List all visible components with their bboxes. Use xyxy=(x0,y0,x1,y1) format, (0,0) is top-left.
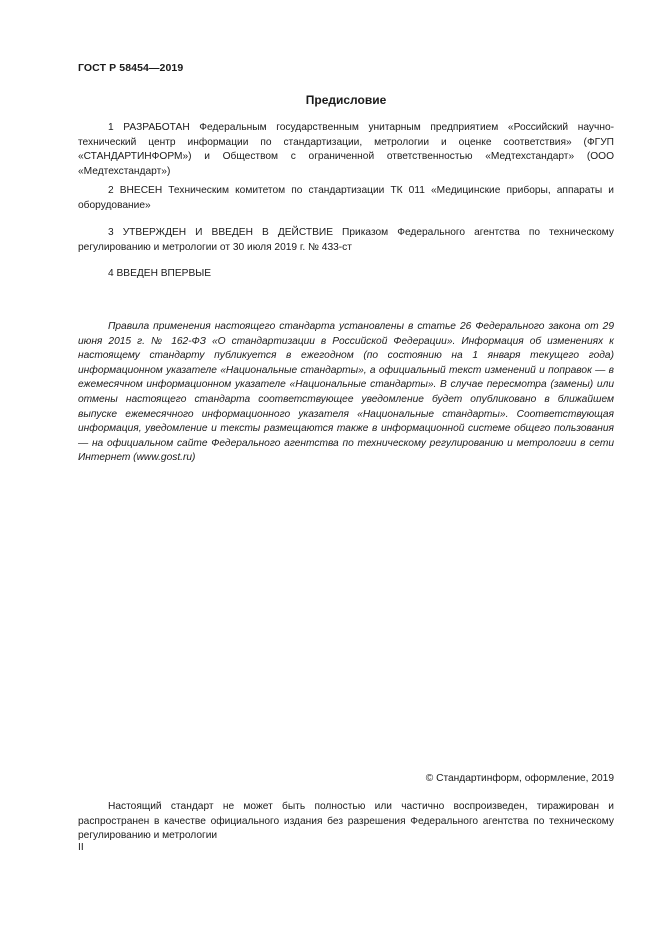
paragraph-submitted: 2 ВНЕСЕН Техническим комитетом по стандартизации ТК 011 «Медицинские приборы, аппараты и оборудование» xyxy=(78,185,614,211)
page-number: II xyxy=(78,842,84,853)
paragraph-developed: 1 РАЗРАБОТАН Федеральным государственным унитарным предприятием «Российский научно-технический центр информации по стандартизации, метрологии и оценке соответствия» (ФГУП «СТАНДАРТИНФОРМ») и Обществом с ограниченной ответственностью «Медтехстандарт» (ООО «Медтехстандарт») xyxy=(78,122,614,177)
paragraph-approved: 3 УТВЕРЖДЕН И ВВЕДЕН В ДЕЙСТВИЕ Приказом Федерального агентства по техническому регулированию и метрологии от 30 июля 2019 г. № 433-ст xyxy=(78,227,614,253)
paragraph-introduced: 4 ВВЕДЕН ВПЕРВЫЕ xyxy=(108,268,212,279)
copyright-notice: © Стандартинформ, оформление, 2019 xyxy=(425,773,614,784)
document-code: ГОСТ Р 58454—2019 xyxy=(78,62,184,74)
application-rules-note: Правила применения настоящего стандарта установлены в статье 26 Федерального закона от 29 июня 2015 г. № 162-ФЗ «О стандартизации в Российской Федерации». Информация об изменениях к настоящему стандарту публикуется в ежегодном (по состоянию на 1 января текущего года) информационном указателе «Национальные стандарты», а официальный текст изменений и поправок — в ежемесячном информационном указателе «Национальные стандарты». В случае пересмотра (замены) или отмены настоящего стандарта соответствующее уведомление будет опубликовано в ближайшем выпуске ежемесячного информационного указателя «Национальные стандарты». Соответствующая информация, уведомление и тексты размещаются также в информационной системе общего пользования — на официальном сайте Федерального агентства по техническому регулированию и метрологии в сети Интернет (www.gost.ru) xyxy=(78,321,614,464)
page-title: Предисловие xyxy=(305,93,387,107)
reproduction-notice: Настоящий стандарт не может быть полностью или частично воспроизведен, тиражирован и распространен в качестве официального издания без разрешения Федерального агентства по техническому регулированию и метрологии xyxy=(78,801,614,842)
